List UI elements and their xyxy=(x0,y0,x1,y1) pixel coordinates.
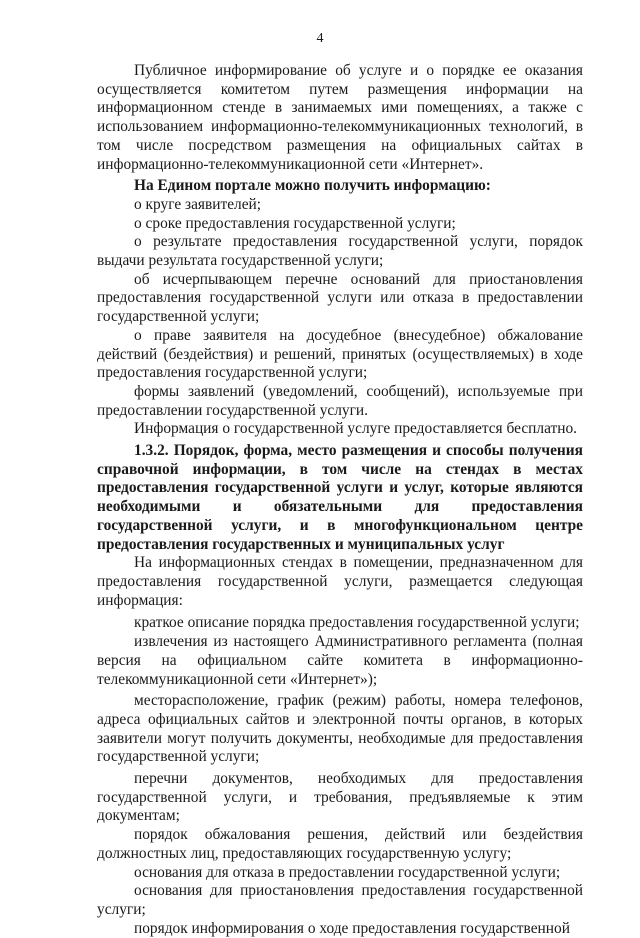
list-item-appeal-procedure: порядок обжалования решения, действий или бездействия должностных лиц, предоставляющих государственную услугу; xyxy=(97,826,583,862)
heading-unified-portal: На Едином портале можно получить информацию: xyxy=(134,177,491,195)
list-item-result: о результате предоставления государственной услуги, порядок выдачи результата государственной услуги; xyxy=(97,233,583,270)
list-item-term: о сроке предоставления государственной услуги; xyxy=(134,214,456,232)
document-body xyxy=(97,62,583,938)
list-item-grounds: об исчерпывающем перечне оснований для приостановления предоставления государственной услуги или отказа в предоставлении государственной услуги; xyxy=(97,270,583,326)
list-item-appeal: о праве заявителя на досудебное (внесудебное) обжалование действий (бездействия) и решений, принятых (осуществляемых) в ходе предоставления государственной услуги; xyxy=(97,326,583,382)
list-item-forms: формы заявлений (уведомлений, сообщений), используемые при предоставлении государственной услуги. xyxy=(97,382,583,419)
paragraph-info-stands: На информационных стендах в помещении, предназначенном для предоставления государственной услуги, размещается следующая информация: xyxy=(97,554,583,609)
section-heading-1-3-2: 1.3.2. Порядок, форма, место размещения и способы получения справочной информации, в том числе на стендах в местах предоставления государственной услуги и услуг, которые являются необходимыми и обязательными для предоставления государственной услуги, и в многофункциональном центре предоставления государственных и муниципальных услуг xyxy=(97,442,583,553)
list-item-extracts: извлечения из настоящего Административного регламента (полная версия на официальном сайте комитета в информационно-телекоммуникационной сети «Интернет»); xyxy=(97,633,583,688)
list-item-progress-info: порядок информирования о ходе предоставления государственной xyxy=(134,919,570,937)
list-item-brief-description: краткое описание порядка предоставления государственной услуги; xyxy=(134,614,580,632)
paragraph-public-information: Публичное информирование об услуге и о порядке ее оказания осуществляется комитетом путем размещения информации на информационном стенде в занимаемых ими помещениях, а также с использованием информационно-телекоммуникационных технологий, в том числе посредством размещения на официальных сайтах в информационно-телекоммуникационной сети «Интернет». xyxy=(97,62,583,173)
list-item-documents: перечни документов, необходимых для предоставления государственной услуги, и требования, предъявляемые к этим документам; xyxy=(97,770,583,825)
list-item-location: месторасположение, график (режим) работы, номера телефонов, адреса официальных сайтов и электронной почты органов, в которых заявители могут получить документы, необходимые для предоставления государственной услуги; xyxy=(97,692,583,766)
paragraph-free-of-charge: Информация о государственной услуге предоставляется бесплатно. xyxy=(134,420,578,438)
list-item-refusal-grounds: основания для отказа в предоставлении государственной услуги; xyxy=(134,863,561,881)
list-item-suspension-grounds: основания для приостановления предоставления государственной услуги; xyxy=(97,882,583,918)
page-number: 4 xyxy=(316,31,324,46)
list-item-applicants: о круге заявителей; xyxy=(134,195,262,213)
